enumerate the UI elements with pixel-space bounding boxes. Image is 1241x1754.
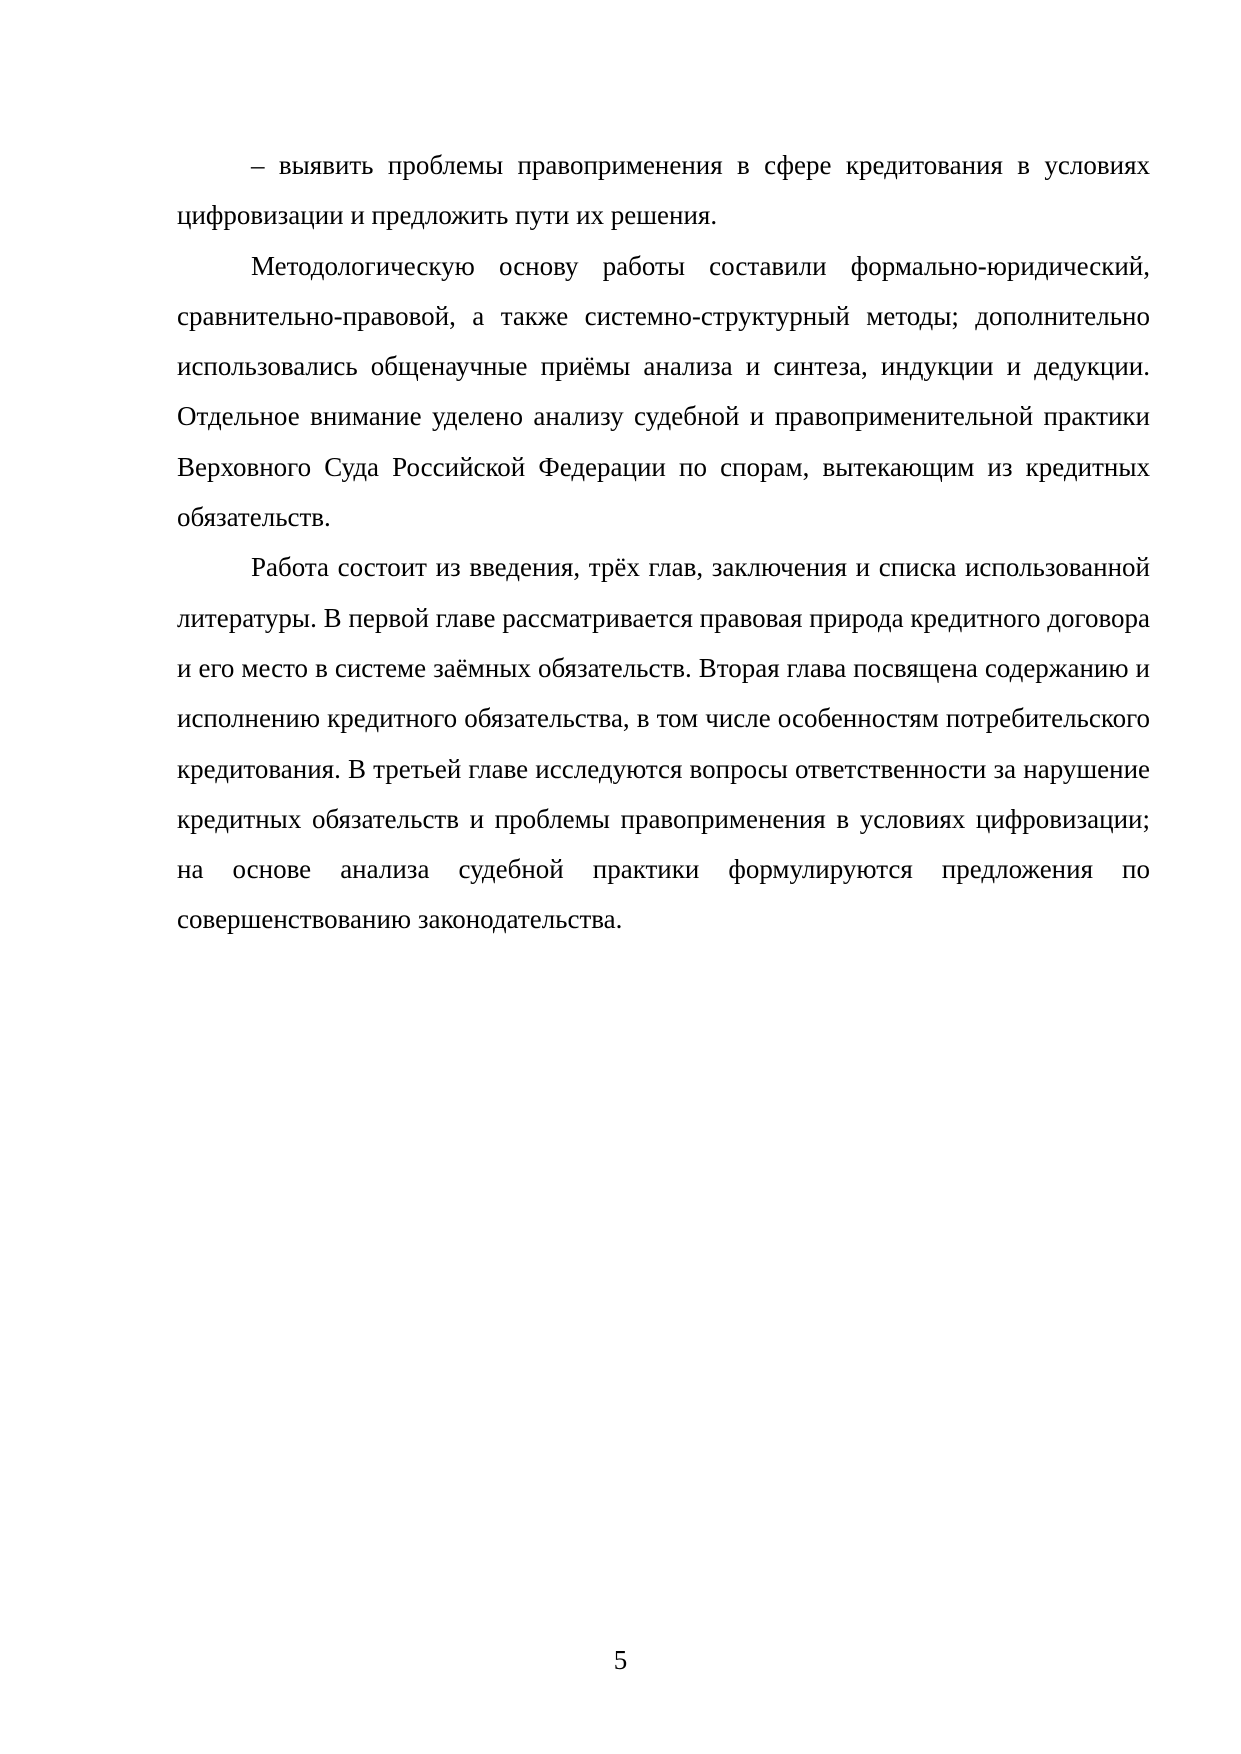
paragraph-methodology: Методологическую основу работы составили формально-юридический, сравнительно-правовой, а также системно-структурный методы; дополнительно использовались общенаучные приёмы анализа и синтеза, индукции и дедукции. Отдельное внимание уделено анализу судебной и правоприменительной практики Верховного Суда Российской Федерации по спорам, вытекающим из кредитных обязательств. bbox=[177, 250, 1150, 533]
paragraph-objective: – выявить проблемы правоприменения в сфере кредитования в условиях цифровизации и предложить пути их решения. bbox=[177, 150, 1150, 231]
page-number: 5 bbox=[613, 1645, 628, 1675]
paragraph-structure: Работа состоит из введения, трёх глав, заключения и списка использованной литературы. В первой главе рассматривается правовая природа кредитного договора и его место в системе заёмных обязательств. Вторая глава посвящена содержанию и исполнению кредитного обязательства, в том числе особенностям потребительского кредитования. В третьей главе исследуются вопросы ответственности за нарушение кредитных обязательств и проблемы правоприменения в условиях цифровизации; на основе анализа судебной практики формулируются предложения по совершенствованию законодательства. bbox=[177, 552, 1150, 935]
body-text bbox=[177, 140, 1150, 945]
